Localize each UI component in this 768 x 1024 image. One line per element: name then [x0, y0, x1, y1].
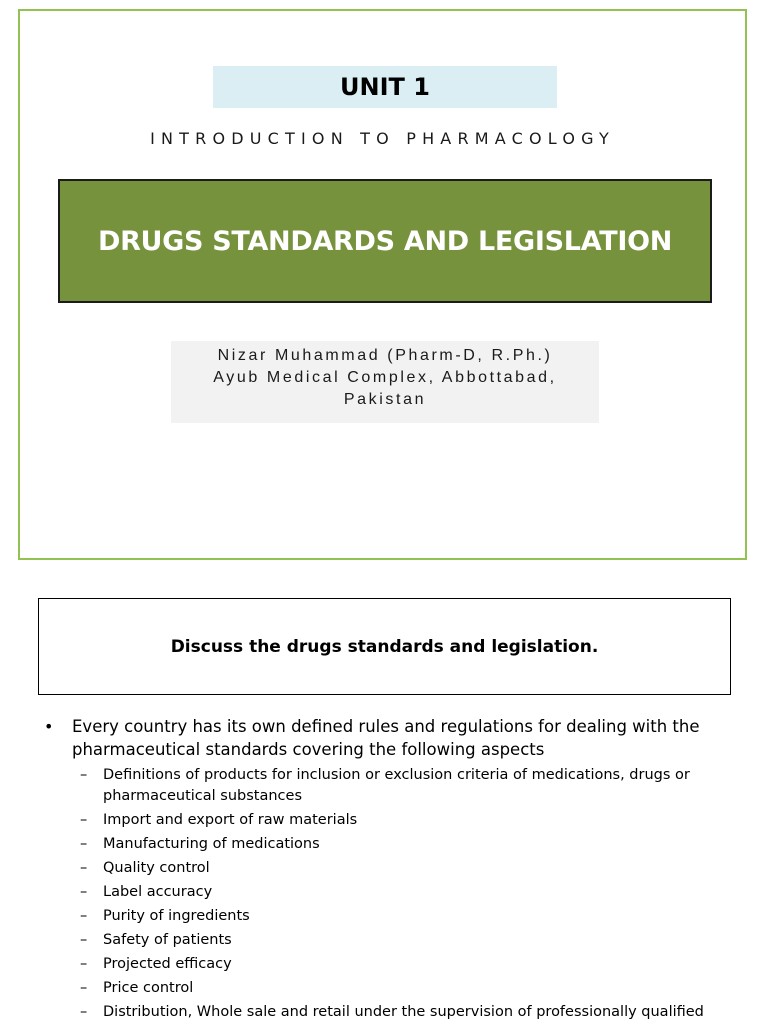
dash-icon: –	[80, 980, 88, 996]
dash-icon: –	[80, 860, 88, 876]
author-country: Pakistan	[343, 391, 427, 408]
sub-list-item	[80, 906, 734, 927]
author-box	[171, 341, 599, 423]
sub-list-item	[80, 834, 734, 855]
dash-icon: –	[80, 812, 88, 828]
sub-item-text: Manufacturing of medications	[103, 836, 320, 852]
sub-list-item	[80, 765, 734, 807]
sub-list-item	[80, 954, 734, 975]
bullet-text: Every country has its own defined rules and regulations for dealing with the pharmaceutical standards covering the following aspects	[72, 717, 700, 759]
sub-item-text: Price control	[103, 980, 194, 996]
dash-icon: –	[80, 956, 88, 972]
question-box	[38, 598, 731, 695]
sub-item-text: Import and export of raw materials	[103, 812, 358, 828]
sub-list-item	[80, 930, 734, 951]
dash-icon: –	[80, 884, 88, 900]
bullet-icon: •	[44, 717, 54, 736]
sub-list-item	[80, 1002, 734, 1023]
sub-item-text: Definitions of products for inclusion or exclusion criteria of medications, drugs or pharmaceutical substances	[103, 767, 690, 804]
sub-item-text: Distribution, Whole sale and retail under the supervision of professionally qualified	[103, 1004, 704, 1020]
author-name: Nizar Muhammad (Pharm-D, R.Ph.)	[217, 347, 553, 364]
sub-item-text: Projected efficacy	[103, 956, 232, 972]
question-text: Discuss the drugs standards and legislation.	[170, 636, 599, 657]
dash-icon: –	[80, 908, 88, 924]
author-affiliation: Ayub Medical Complex, Abbottabad,	[213, 369, 557, 386]
title-slide	[18, 9, 747, 560]
sub-item-text: Quality control	[103, 860, 210, 876]
unit-title: UNIT 1	[213, 66, 557, 108]
slide-subtitle: INTRODUCTION TO PHARMACOLOGY	[150, 129, 615, 148]
list-item	[44, 715, 734, 761]
main-title-box	[58, 179, 712, 303]
bullet-list	[44, 715, 734, 1024]
main-title: DRUGS STANDARDS AND LEGISLATION	[97, 225, 673, 257]
sub-list	[80, 765, 734, 1023]
sub-list-item	[80, 810, 734, 831]
sub-list-item	[80, 858, 734, 879]
sub-list-item	[80, 978, 734, 999]
dash-icon: –	[80, 836, 88, 852]
sub-item-text: Purity of ingredients	[103, 908, 250, 924]
sub-item-text: Label accuracy	[103, 884, 213, 900]
dash-icon: –	[80, 1004, 88, 1020]
dash-icon: –	[80, 767, 88, 783]
sub-list-item	[80, 882, 734, 903]
sub-item-text: Safety of patients	[103, 932, 232, 948]
dash-icon: –	[80, 932, 88, 948]
